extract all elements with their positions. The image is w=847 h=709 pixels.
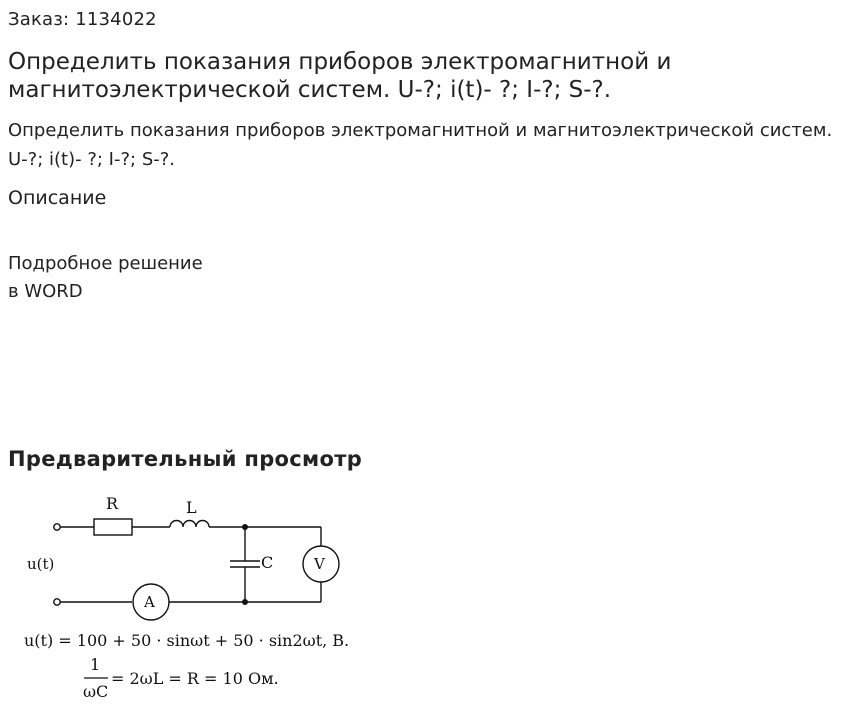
order-number: Заказ: 1134022 — [8, 9, 157, 30]
parameters-formula: = 2ωL = R = 10 Ом. — [111, 669, 279, 688]
voltage-formula: u(t) = 100 + 50 · sinωt + 50 · sin2ωt, B. — [24, 631, 350, 650]
ammeter-label: A — [144, 593, 155, 611]
resistor-label: R — [106, 494, 119, 513]
description-heading: Описание — [8, 187, 107, 209]
inductor-symbol — [170, 521, 209, 528]
task-statement: Определить показания приборов электромагнитной и магнитоэлектрической систем. U-?; i(t)- ?; I-?; S-?. — [8, 120, 833, 170]
fraction-denominator: ωC — [83, 682, 109, 701]
voltmeter-label: V — [314, 555, 325, 573]
junction-bottom — [242, 599, 248, 605]
terminal-bottom — [54, 599, 60, 605]
capacitor-label: C — [261, 553, 274, 572]
page-title: Определить показания приборов электромагнитной и магнитоэлектрической систем. U-?; i(t)- ?; I-?; S-?. — [8, 49, 672, 103]
preview-heading: Предварительный просмотр — [8, 447, 363, 471]
source-label: u(t) — [27, 555, 55, 573]
terminal-top — [54, 524, 60, 530]
circuit-preview — [0, 480, 400, 709]
description-line: Подробное решение — [8, 253, 203, 274]
inductor-label: L — [186, 498, 197, 517]
fraction-numerator: 1 — [90, 655, 101, 674]
resistor-symbol — [94, 519, 132, 535]
description-body — [8, 250, 203, 306]
description-line: в WORD — [8, 281, 83, 302]
